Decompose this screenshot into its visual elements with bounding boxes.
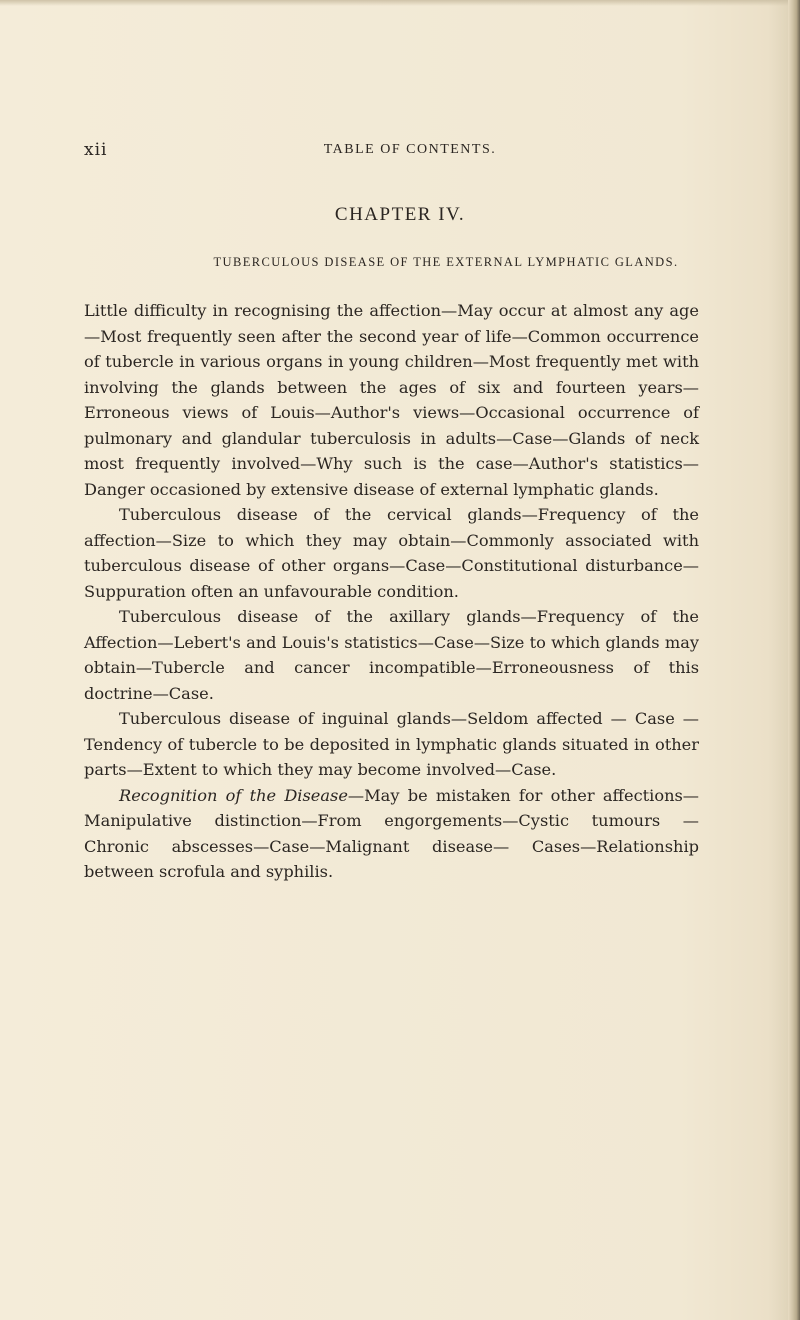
chapter-subtitle: TUBERCULOUS DISEASE OF THE EXTERNAL LYMPHATIC GLANDS.	[213, 255, 679, 269]
page-top-shadow	[0, 0, 800, 6]
running-title: TABLE OF CONTENTS.	[323, 142, 497, 157]
contents-paragraph-3: Tuberculous disease of the axillary glands—Frequency of the Affection—Lebert's and Louis's statistics—Case—Size to which glands may obtain—Tubercle and cancer incompatible—Erroneousness of this doctrine—Case.	[84, 607, 699, 703]
recognition-text: —May be mistaken for other affections—Manipulative distinction—From engorgements—Cystic tumours — Chronic abscesses—Case—Malignant disease— Cases—Relationship between scrofula and syphilis.	[84, 785, 699, 881]
contents-paragraph-1: Little difficulty in recognising the affection—May occur at almost any age—Most frequently seen after the second year of life—Common occurrence of tubercle in various organs in young children—Most frequently met with involving the glands between the ages of six and fourteen years—Erroneous views of Louis—Author's views—Occasional occurrence of pulmonary and glandular tuberculosis in adults—Case—Glands of neck most frequently involved—Why such is the case—Author's statistics—Danger occasioned by extensive disease of external lymphatic glands.	[84, 301, 699, 499]
chapter-title: CHAPTER IV.	[334, 204, 466, 225]
recognition-heading: Recognition of the Disease	[119, 785, 348, 805]
contents-paragraph-2: Tuberculous disease of the cervical glands—Frequency of the affection—Size to which they may obtain—Commonly associated with tuberculous disease of other organs—Case—Constitutional disturbance—Suppuration often an unfavourable condition.	[84, 505, 699, 601]
page-binding-edge	[788, 0, 800, 1320]
contents-paragraph-5	[84, 783, 699, 885]
page-number: xii	[84, 140, 108, 160]
contents-paragraph-4: Tuberculous disease of inguinal glands—Seldom affected — Case — Tendency of tubercle to be deposited in lymphatic glands situated in other parts—Extent to which they may become involved—Case.	[84, 709, 699, 779]
running-head	[0, 140, 800, 164]
chapter-contents	[84, 298, 699, 885]
